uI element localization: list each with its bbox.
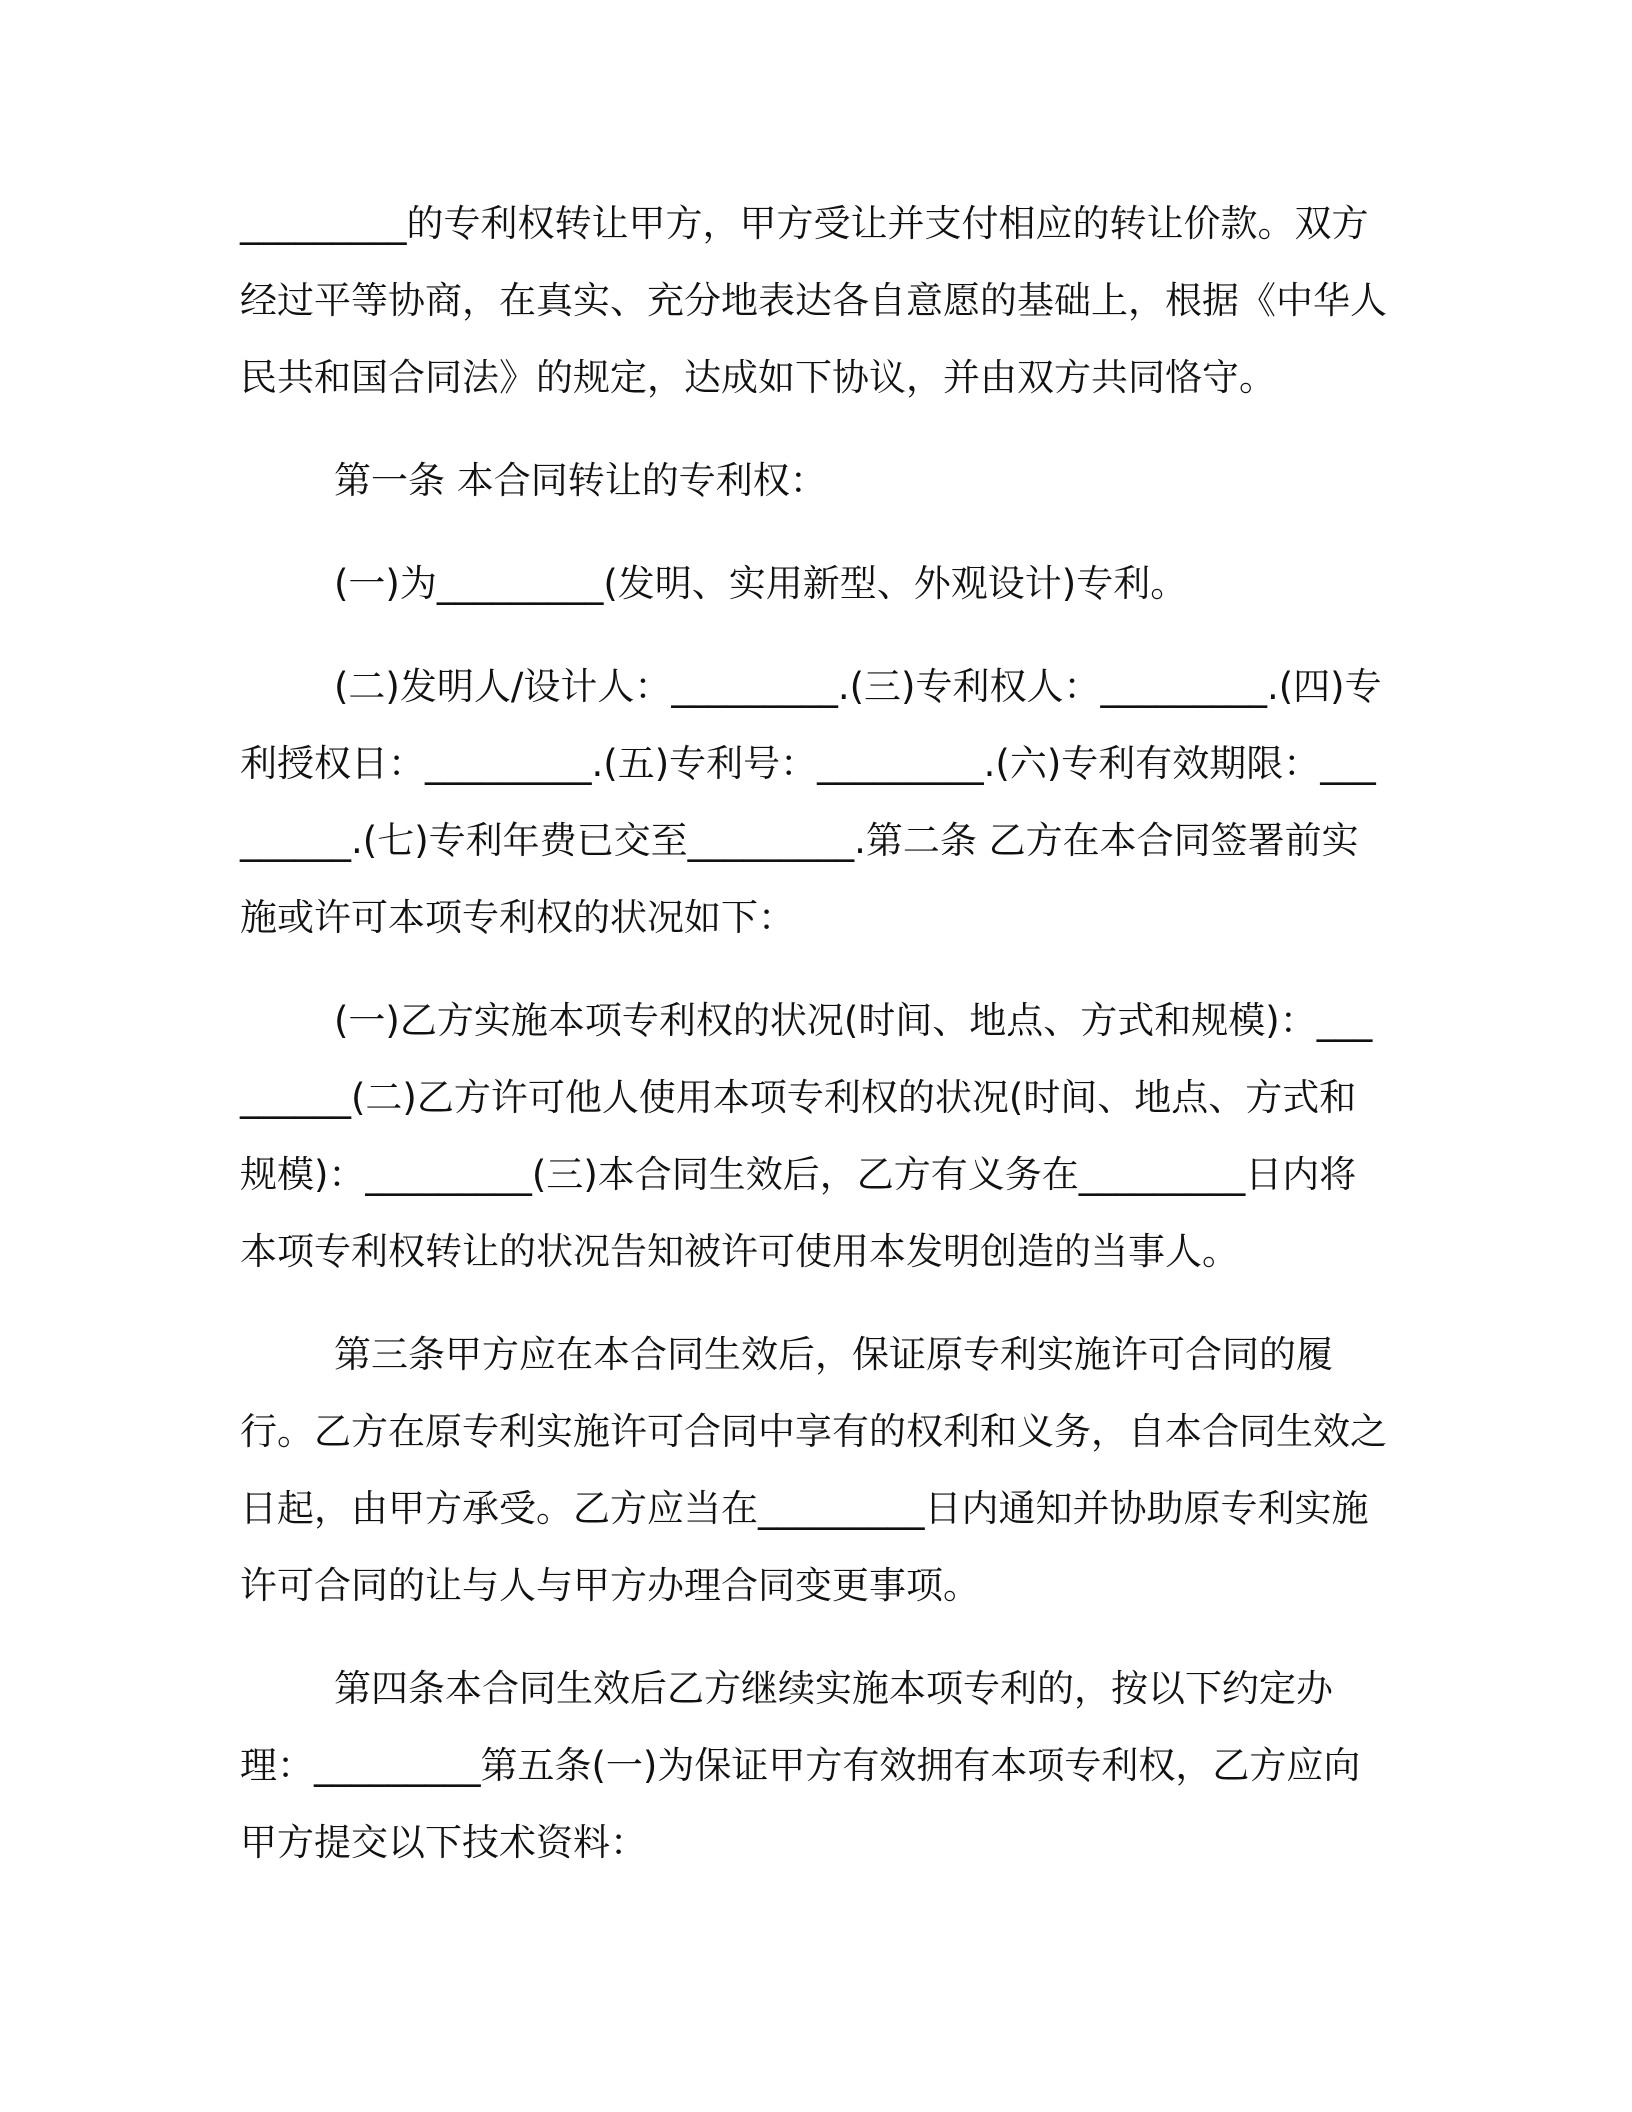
paragraph-article-1-items-2-7: (二)发明人/设计人：_________.(三)专利权人：_________.(四)专利授权日：_________.(五)专利号：_________.(六)专利有效期限：_________.(七)专利年费已交至_________.第二条 乙方在本合同签署前实施或许可本项专利权的状况如下： xyxy=(240,665,1382,939)
paragraph-article-2-items: (一)乙方实施本项专利权的状况(时间、地点、方式和规模)：_________(二)乙方许可他人使用本项专利权的状况(时间、地点、方式和规模)：_________(三)本合同生效后，乙方有义务在_________日内将本项专利权转让的状况告知被许可使用本发明创造的当事人。 xyxy=(240,999,1373,1273)
paragraph-article-1-item-1: (一)为_________(发明、实用新型、外观设计)专利。 xyxy=(334,562,1188,605)
paragraph-transfer-intro: _________的专利权转让甲方，甲方受让并支付相应的转让价款。双方经过平等协商，在真实、充分地表达各自意愿的基础上，根据《中华人民共和国合同法》的规定，达成如下协议，并由双方共同恪守。 xyxy=(240,202,1387,399)
document-body xyxy=(240,185,1390,1881)
paragraph-article-1-heading: 第一条 本合同转让的专利权： xyxy=(334,459,827,502)
paragraph-article-4-5: 第四条本合同生效后乙方继续实施本项专利的，按以下约定办理：_________第五条(一)为保证甲方有效拥有本项专利权，乙方应向甲方提交以下技术资料： xyxy=(240,1667,1361,1864)
paragraph-article-3: 第三条甲方应在本合同生效后，保证原专利实施许可合同的履行。乙方在原专利实施许可合同中享有的权利和义务，自本合同生效之日起，由甲方承受。乙方应当在_________日内通知并协助原专利实施许可合同的让与人与甲方办理合同变更事项。 xyxy=(240,1333,1387,1607)
